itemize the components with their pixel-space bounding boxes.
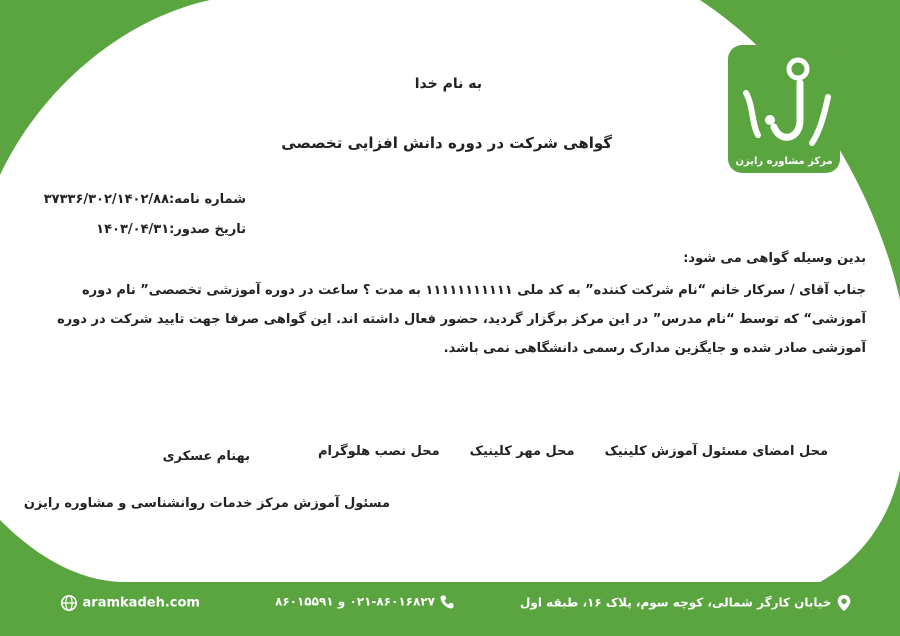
hologram-placeholder: محل نصب هلوگرام <box>318 444 440 459</box>
letter-number: شماره نامه:۳۷۳۳۶/۳۰۲/۱۴۰۲/۸۸ <box>43 192 246 207</box>
website-text: aramkadeh.com <box>82 595 200 611</box>
phone-text: ۰۲۱-۸۶۰۱۶۸۲۷ و ۸۶۰۱۵۵۹۱ <box>275 594 435 609</box>
phone-numbers <box>275 594 455 610</box>
signer-name: بهنام عسکری <box>162 449 250 464</box>
phone-icon <box>439 594 455 610</box>
signer-role: مسئول آموزش مرکز خدمات روانشناسی و مشاوره رایزن <box>23 496 390 511</box>
address-text: خیابان کارگر شمالی، کوچه سوم، پلاک ۱۶، طبقه اول <box>520 595 832 610</box>
issue-date: تاریخ صدور:۱۴۰۳/۰۴/۳۱ <box>96 222 246 237</box>
basmala: به نام خدا <box>414 76 482 92</box>
intro-line: بدین وسیله گواهی می شود: <box>683 251 866 266</box>
location-pin-icon <box>836 594 852 612</box>
footer-bar <box>0 582 900 636</box>
signature-placeholders <box>288 444 828 459</box>
website-link[interactable] <box>60 594 200 612</box>
brand-name: مرکز مشاوره رایزن <box>735 156 833 167</box>
address <box>520 594 852 612</box>
globe-icon <box>60 594 78 612</box>
page-title: گواهی شرکت در دوره دانش افزایی تخصصی <box>281 134 612 152</box>
clinic-signature-placeholder: محل امضای مسئول آموزش کلینیک <box>604 444 828 459</box>
clinic-stamp-placeholder: محل مهر کلینیک <box>469 444 575 459</box>
certificate-paragraph: جناب آقای / سرکار خانم “نام شرکت کننده” به کد ملی ۱۱۱۱۱۱۱۱۱۱۱ به مدت ؟ ساعت در دوره آموزشی تخصصی” نام دوره آموزشی“ که توسط “نام مدرس” در این مرکز برگزار گردید، حضور فعال داشته اند. این گواهی صرفا جهت تایید شرکت در دوره آموزشی صادر شده و جایگزین مدارک رسمی دانشگاهی نمی باشد. <box>57 283 866 356</box>
